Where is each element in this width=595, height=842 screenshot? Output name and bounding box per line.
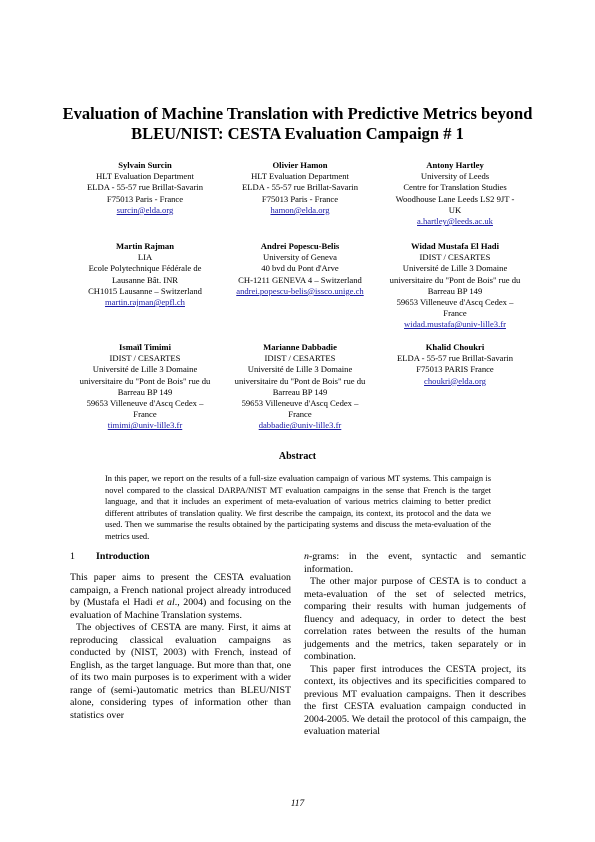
author-email-link[interactable]: hamon@elda.org <box>270 204 330 215</box>
author-affiliation-line: Université de Lille 3 Domaine <box>92 364 198 375</box>
author-block <box>70 160 220 216</box>
abstract-heading: Abstract <box>278 451 317 462</box>
author-block <box>380 241 530 331</box>
author-affiliation-line: CH1015 Lausanne – Switzerland <box>88 285 202 296</box>
author-affiliation-line: 40 bvd du Pont d'Arve <box>261 263 339 274</box>
author-affiliation-line: universitaire du "Pont de Bois" rue du <box>234 375 366 386</box>
paper-title-line-2: BLEU/NIST: CESTA Evaluation Campaign # 1 <box>131 124 464 143</box>
author-affiliation-line: Lausanne Bât. INR <box>111 274 179 285</box>
body-text-italic: n <box>304 551 309 562</box>
author-name: Martin Rajman <box>116 241 174 251</box>
body-text: This paper aims to present the CESTA evaluation campaign, a French national project already introduced by (Mustafa el Hadi <box>70 572 291 608</box>
author-email-link[interactable]: martin.rajman@epfl.ch <box>105 297 185 308</box>
author-name: Antony Hartley <box>426 160 484 170</box>
body-text-italic: et al <box>156 597 175 608</box>
paper-title <box>60 104 535 144</box>
body-paragraph-continued <box>304 551 526 576</box>
author-affiliation-line: ELDA - 55-57 rue Brillat-Savarin <box>397 353 513 364</box>
author-affiliation-line: F75013 PARIS France <box>416 364 494 375</box>
body-column-right <box>304 551 526 739</box>
author-affiliation-line: F75013 Paris - France <box>106 193 184 204</box>
author-affiliation-line: Ecole Polytechnique Fédérale de <box>88 263 202 274</box>
author-affiliation-line: France <box>443 308 467 319</box>
author-name: Olivier Hamon <box>272 160 328 170</box>
body-text: The objectives of CESTA are many. First, it aims at reproducing classical evaluation campaigns as conducted by (NIST, 2003) with French, instead of English, as the target language. But more than that, one of its two main purposes is to experiment with a wider range of (semi-)automatic metrics than BLEU/NIST alone, considering types of information other than statistics over <box>70 622 291 721</box>
author-block <box>70 342 220 432</box>
body-paragraph: This paper first introduces the CESTA project, its context, its objectives and its specificities compared to previous MT evaluation campaigns. Then it describes the first CESTA evaluation campaign conducted in 2004-2005. We detail the protocol of this campaign, the evaluation material <box>304 663 526 737</box>
author-affiliation-line: LIA <box>137 252 153 263</box>
page-number: 117 <box>290 799 305 809</box>
body-paragraph <box>70 572 291 622</box>
author-affiliation-line: UK <box>448 204 462 215</box>
author-email-link[interactable]: widad.mustafa@univ-lille3.fr <box>404 319 506 330</box>
author-affiliation-line: IDIST / CESARTES <box>109 353 181 364</box>
body-paragraph <box>70 622 291 722</box>
author-name: Andrei Popescu-Belis <box>260 241 340 251</box>
author-email-link[interactable]: andrei.popescu-belis@issco.unige.ch <box>236 285 364 296</box>
author-block <box>225 160 375 216</box>
author-affiliation-line: University of Geneva <box>263 252 337 263</box>
author-affiliation-line: France <box>133 409 157 420</box>
abstract-text: In this paper, we report on the results of a full-size evaluation campaign of various MT systems. This campaign is novel compared to the classical DARPA/NIST MT evaluation campaigns in the sense that French is the target language, and that it includes an experiment of meta-evaluation of various metrics claiming to better predict different attributes of translation quality. We first describe the campaign, its context, its protocol and the data we used. Then we summarise the results obtained by the participating systems and discuss the meta-evaluation of the metrics used. <box>105 474 491 541</box>
author-affiliation-line: Barreau BP 149 <box>427 285 483 296</box>
author-block <box>70 241 220 308</box>
author-affiliation-line: France <box>288 409 312 420</box>
body-column-left <box>70 551 291 722</box>
author-affiliation-line: Université de Lille 3 Domaine <box>402 263 508 274</box>
body-text: ., 2004) and focusing on the evaluation of Machine Translation systems. <box>70 597 291 621</box>
body-text: -grams: in the event, syntactic and semantic information. <box>304 551 526 575</box>
author-name: Khalid Choukri <box>425 342 485 352</box>
author-email-link[interactable]: choukri@elda.org <box>424 375 486 386</box>
author-affiliation-line: Barreau BP 149 <box>272 386 328 397</box>
author-affiliation-line: Woodhouse Lane Leeds LS2 9JT - <box>395 193 515 204</box>
section-title: Introduction <box>96 551 150 562</box>
author-affiliation-line: universitaire du "Pont de Bois" rue du <box>389 274 521 285</box>
author-block <box>380 342 530 387</box>
author-affiliation-line: IDIST / CESARTES <box>264 353 336 364</box>
author-email-link[interactable]: dabbadie@univ-lille3.fr <box>258 420 342 431</box>
author-name: Widad Mustafa El Hadi <box>411 241 499 251</box>
author-affiliation-line: Barreau BP 149 <box>117 386 173 397</box>
author-block <box>380 160 530 227</box>
section-number: 1 <box>70 551 75 562</box>
author-affiliation-line: 59653 Villeneuve d'Ascq Cedex – <box>86 398 204 409</box>
author-affiliation-line: CH-1211 GENEVA 4 – Switzerland <box>238 274 362 285</box>
author-affiliation-line: HLT Evaluation Department <box>96 171 194 182</box>
paper-title-line-1: Evaluation of Machine Translation with Predictive Metrics beyond <box>62 104 533 123</box>
author-affiliation-line: F75013 Paris - France <box>261 193 339 204</box>
author-email-link[interactable]: timimi@univ-lille3.fr <box>107 420 183 431</box>
author-name: Sylvain Surcin <box>118 160 172 170</box>
author-affiliation-line: HLT Evaluation Department <box>251 171 349 182</box>
author-affiliation-line: universitaire du "Pont de Bois" rue du <box>79 375 211 386</box>
author-email-link[interactable]: surcin@elda.org <box>116 204 174 215</box>
author-email-link[interactable]: a.hartley@leeds.ac.uk <box>417 216 493 227</box>
author-affiliation-line: 59653 Villeneuve d'Ascq Cedex – <box>396 297 514 308</box>
author-block <box>225 241 375 297</box>
author-affiliation-line: 59653 Villeneuve d'Ascq Cedex – <box>241 398 359 409</box>
author-block <box>225 342 375 432</box>
author-affiliation-line: Centre for Translation Studies <box>403 182 507 193</box>
section-heading <box>70 551 291 565</box>
author-name: Marianne Dabbadie <box>263 342 337 352</box>
author-affiliation-line: ELDA - 55-57 rue Brillat-Savarin <box>87 182 203 193</box>
author-affiliation-line: IDIST / CESARTES <box>419 252 491 263</box>
body-paragraph: The other major purpose of CESTA is to conduct a meta-evaluation of the set of selected metrics, comparing their results with human judgements of fluency and adequacy, in order to detect the best correlation rates between the results of the human judgements and the metrics, taken separately or in combination. <box>304 576 526 662</box>
author-name: Ismaïl Timimi <box>119 342 171 352</box>
author-affiliation-line: Université de Lille 3 Domaine <box>247 364 353 375</box>
author-affiliation-line: ELDA - 55-57 rue Brillat-Savarin <box>242 182 358 193</box>
author-affiliation-line: University of Leeds <box>420 171 490 182</box>
